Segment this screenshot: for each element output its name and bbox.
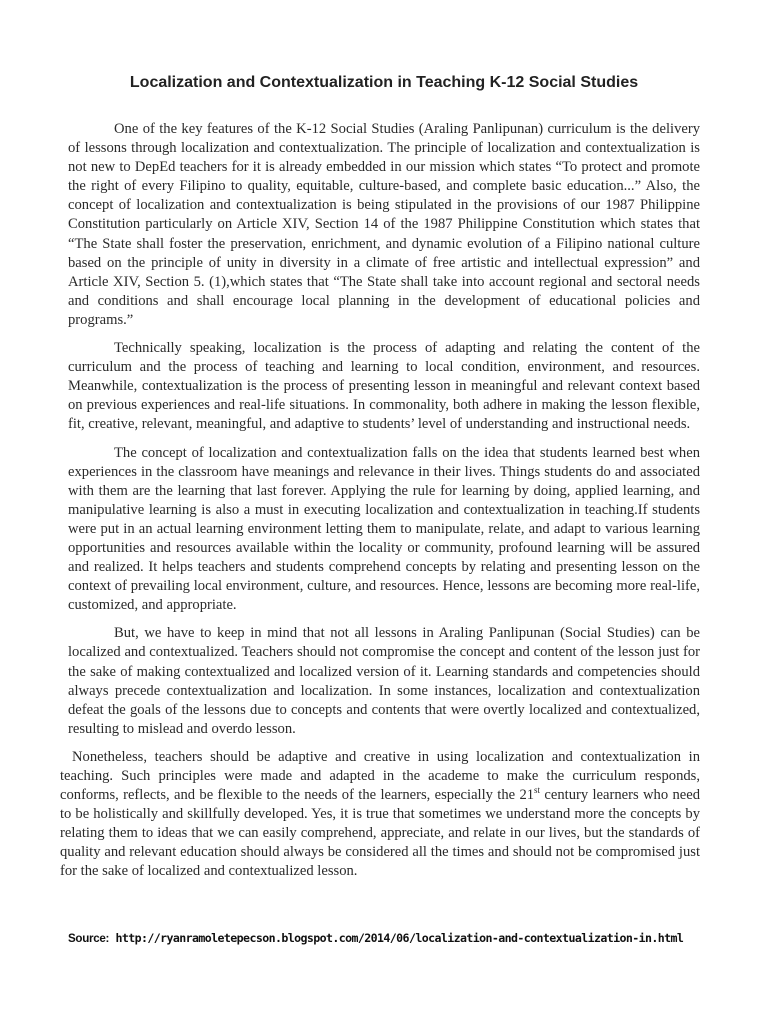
paragraph-5-part-1: Nonetheless, teachers should be adaptive and creative in using localization and contextualization in teaching. Such principles were made and adapted in the academe to make the curriculum responds, conforms, reflects, and be flexible to the needs of the learners, especially the 21 (60, 748, 700, 804)
source-url: http://ryanramoletepecson.blogspot.com/2014/06/localization-and-contextualization-in.html (109, 931, 684, 945)
document-body (60, 120, 701, 891)
paragraph-5-part-2: century learners who need to be holistically and skillfully developed. Yes, it is true that sometimes we understand more the concepts by relating them to ideas that we can easily comprehend, appreciate, and relate in our lives, but the standards of quality and relevant education should always be considered all the times and should not be compromised just for the sake of localized and contextualized lesson. (60, 787, 701, 880)
source-citation (68, 931, 683, 945)
document-title: Localization and Contextualization in Teaching K-12 Social Studies (129, 74, 639, 91)
paragraph-3: The concept of localization and contextualization falls on the idea that students learned best when experiences in the classroom have meanings and relevance in their lives. Things students do and associated with them are the learning that last forever. Applying the rule for learning by doing, applied learning, and manipulative learning is also a must in executing localization and contextualization in teaching.If students were put in an actual learning environment letting them to manipulate, relate, and adapt to various learning opportunities and resources available within the locality or community, profound learning will be assured and realized. It helps teachers and students comprehend concepts by relating and presenting lesson on the context of prevailing local environment, culture, and resources. Hence, lessons are becoming more real-life, customized, and appropriate. (68, 444, 700, 614)
paragraph-2: Technically speaking, localization is the process of adapting and relating the content of the curriculum and the process of teaching and learning to local condition, environment, and resources. Meanwhile, contextualization is the process of presenting lesson in meaningful and relevant context based on previous experiences and real-life situations. In commonality, both adhere in making the lesson flexible, fit, creative, relevant, meaningful, and adaptive to students’ level of understanding and instructional needs. (68, 340, 700, 433)
source-label: Source: (68, 932, 110, 945)
paragraph-5 (60, 748, 700, 882)
paragraph-4: But, we have to keep in mind that not all lessons in Araling Panlipunan (Social Studies) can be localized and contextualized. Teachers should not compromise the concept and content of the lesson just for the sake of making contextualized and localized version of it. Learning standards and competencies should always precede contextualization and localization. In some instances, localization and contextualization defeat the goals of the lessons due to concepts and contents that were overtly localized and contextualized, resulting to mislead and overdo lesson. (68, 625, 700, 737)
ordinal-superscript: st (534, 785, 541, 796)
paragraph-1: One of the key features of the K-12 Social Studies (Araling Panlipunan) curriculum is the delivery of lessons through localization and contextualization. The principle of localization and contextualization is not new to DepEd teachers for it is already embedded in our mission which states “To protect and promote the right of every Filipino to quality, equitable, culture-based, and complete basic education...” Also, the concept of localization and contextualization is being stipulated in the provisions of our 1987 Philippine Constitution particularly on Article XIV, Section 14 of the 1987 Philippine Constitution which states that “The State shall foster the preservation, enrichment, and dynamic evolution of a Filipino national culture based on the principle of unity in diversity in a climate of free artistic and intellectual expression” and Article XIV, Section 5. (1),which states that “The State shall take into account regional and sectoral needs and conditions and shall encourage local planning in the development of educational policies and programs.” (68, 121, 700, 328)
